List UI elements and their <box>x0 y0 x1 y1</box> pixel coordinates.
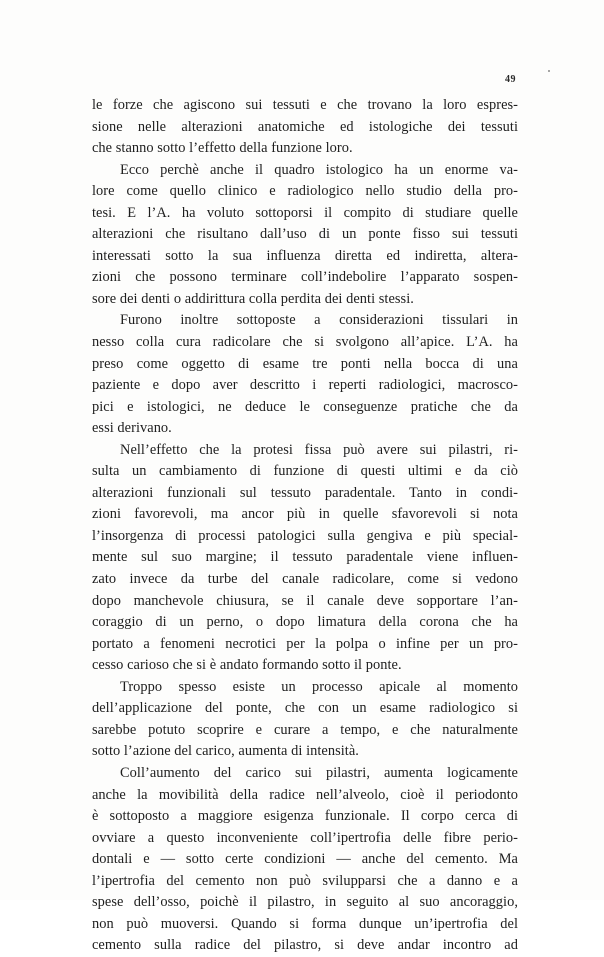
text-line: pici e istologici, ne deduce le conseguenze pratiche che da <box>92 398 518 415</box>
text-line: lore come quello clinico e radiologico nello studio della pro- <box>92 183 518 200</box>
text-line: alterazioni funzionali sul tessuto paradentale. Tanto in condi- <box>92 484 518 501</box>
paragraph <box>92 95 518 160</box>
paragraph <box>92 160 518 311</box>
text-line: l’ipertrofia del cemento non può svilupparsi che a danno e a <box>92 872 518 889</box>
text-line: alterazioni che risultano dall’uso di un ponte fisso sui tessuti <box>92 226 518 243</box>
paragraph <box>92 310 518 439</box>
text-line: interessati sotto la sua influenza diretta ed indiretta, altera- <box>92 247 518 264</box>
text-line: cesso carioso che si è andato formando sotto il ponte. <box>92 657 402 674</box>
paragraph <box>92 763 518 957</box>
text-line: spese dell’osso, poichè il pilastro, in seguito al suo ancoraggio, <box>92 894 518 911</box>
text-line: essi derivano. <box>92 420 172 437</box>
text-line: sarebbe potuto scoprire e curare a tempo, e che naturalmente <box>92 721 518 738</box>
text-line: zato invece da turbe del canale radicolare, come si vedono <box>92 571 518 588</box>
text-line: dell’applicazione del ponte, che con un esame radiologico si <box>92 700 518 717</box>
text-line: Troppo spesso esiste un processo apicale al momento <box>120 678 518 695</box>
text-line: non può muoversi. Quando si forma dunque un’ipertrofia del <box>92 915 518 932</box>
text-line: nesso colla cura radicolare che si svolgono all’apice. L’A. ha <box>92 334 518 351</box>
text-line: tesi. E l’A. ha voluto sottoporsi il compito di studiare quelle <box>92 204 518 221</box>
text-line: Furono inoltre sottoposte a considerazioni tissulari in <box>120 312 518 329</box>
text-line: sulta un cambiamento di funzione di questi ultimi e da ciò <box>92 463 518 480</box>
text-line: Nell’effetto che la protesi fissa può avere sui pilastri, ri- <box>120 441 518 458</box>
text-line: mente sul suo margine; il tessuto paradentale viene influen- <box>92 549 518 566</box>
text-line: anche la movibilità della radice nell’alveolo, cioè il periodonto <box>92 786 518 803</box>
text-line: preso come oggetto di esame tre ponti nella bocca di una <box>92 355 518 372</box>
text-line: sotto l’azione del carico, aumenta di intensità. <box>92 743 359 760</box>
text-line: è sottoposto a maggiore esigenza funzionale. Il corpo cerca di <box>92 808 518 825</box>
text-line: paziente e dopo aver descritto i reperti radiologici, macrosco- <box>92 377 518 394</box>
scan-speck <box>548 70 550 72</box>
page-number: 49 <box>505 74 516 85</box>
text-line: l’insorgenza di processi patologici sulla gengiva e più special- <box>92 527 518 544</box>
body-text <box>92 95 518 957</box>
text-line: che stanno sotto l’effetto della funzione loro. <box>92 140 353 157</box>
paragraph <box>92 677 518 763</box>
paragraph <box>92 440 518 677</box>
text-line: dontali e — sotto certe condizioni — anche del cemento. Ma <box>92 851 518 868</box>
text-line: dopo manchevole chiusura, se il canale deve sopportare l’an- <box>92 592 518 609</box>
text-line: zioni che possono terminare coll’indebolire l’apparato sospen- <box>92 269 518 286</box>
text-line: zioni favorevoli, ma ancor più in quelle sfavorevoli si nota <box>92 506 518 523</box>
text-line: cemento sulla radice del pilastro, si deve andar incontro ad <box>92 937 518 954</box>
text-line: ovviare a questo inconveniente coll’ipertrofia delle fibre perio- <box>92 829 518 846</box>
text-line: coraggio di un perno, o dopo limatura della corona che ha <box>92 614 518 631</box>
text-line: le forze che agiscono sui tessuti e che trovano la loro espres- <box>92 97 518 113</box>
text-line: Coll’aumento del carico sui pilastri, aumenta logicamente <box>120 764 518 781</box>
text-line: sione nelle alterazioni anatomiche ed istologiche dei tessuti <box>92 118 518 135</box>
text-line: portato a fenomeni necrotici per la polpa o infine per un pro- <box>92 635 518 652</box>
text-line: sore dei denti o addirittura colla perdita dei denti stessi. <box>92 290 414 307</box>
text-line: Ecco perchè anche il quadro istologico ha un enorme va- <box>120 161 518 178</box>
